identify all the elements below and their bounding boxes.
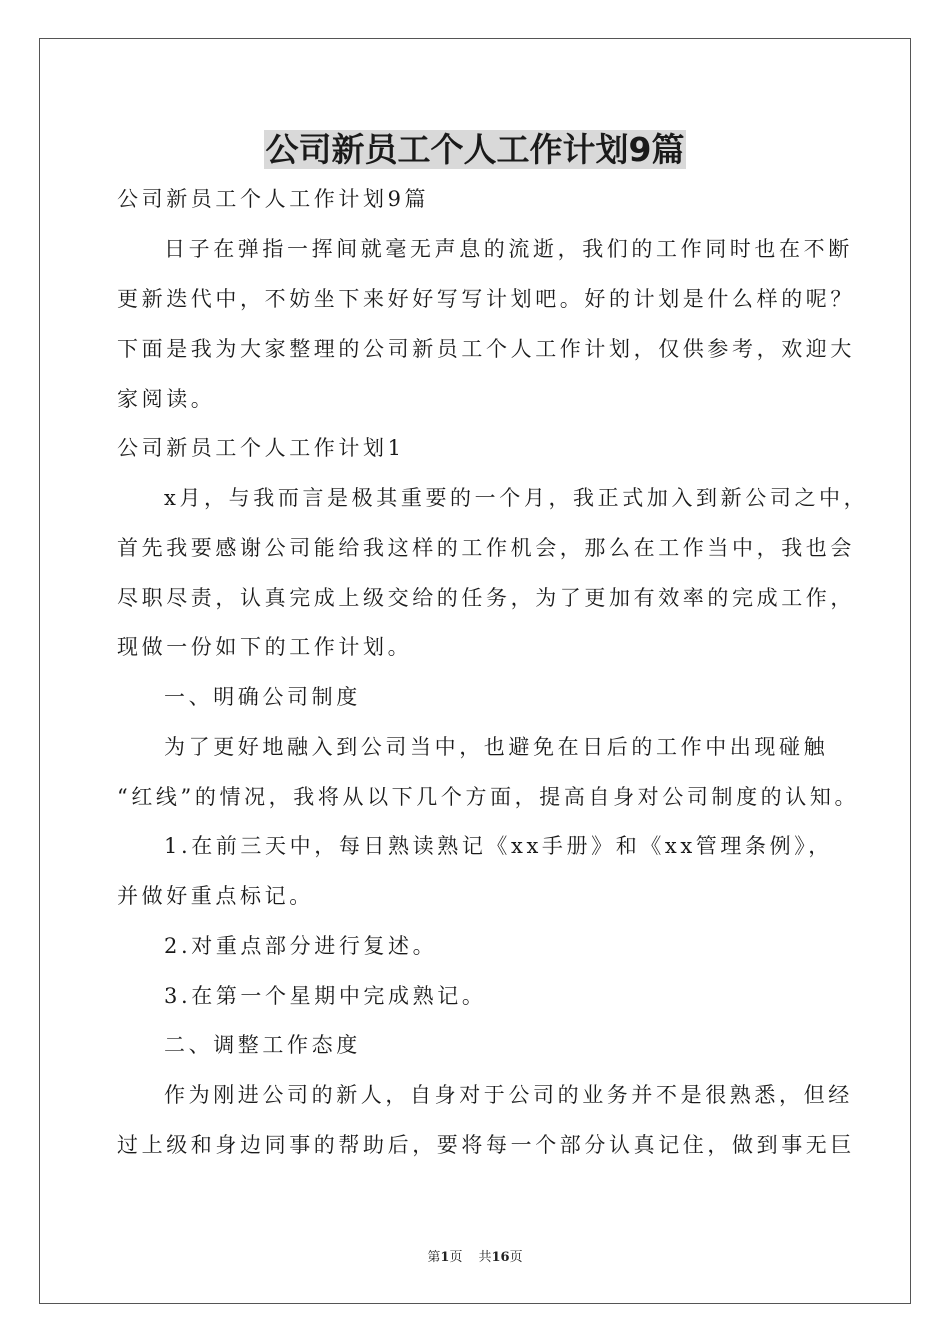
body-line: 并做好重点标记。 bbox=[117, 884, 314, 908]
footer-page-current: 1 bbox=[440, 1250, 450, 1265]
body-line: 日子在弹指一挥间就毫无声息的流逝，我们的工作同时也在不断 bbox=[164, 237, 853, 261]
body-line: 过上级和身边同事的帮助后，要将每一个部分认真记住，做到事无巨 bbox=[117, 1133, 855, 1157]
footer-total-pages: 16 bbox=[491, 1250, 510, 1265]
subsection-heading: 一、明确公司制度 bbox=[164, 685, 361, 709]
body-line: x月，与我而言是极其重要的一个月，我正式加入到新公司之中， bbox=[164, 486, 869, 510]
footer-total-prefix: 共 bbox=[478, 1250, 492, 1265]
body-line: 为了更好地融入到公司当中，也避免在日后的工作中出现碰触 bbox=[164, 735, 829, 759]
document-title bbox=[0, 126, 950, 174]
body-line: 尽职尽责，认真完成上级交给的任务，为了更加有效率的完成工作， bbox=[117, 586, 855, 610]
list-item: 2.对重点部分进行复述。 bbox=[164, 934, 438, 958]
list-item: 1.在前三天中，每日熟读熟记《xx手册》和《xx管理条例》， bbox=[164, 834, 833, 858]
body-line: 更新迭代中，不妨坐下来好好写写计划吧。好的计划是什么样的呢？ bbox=[117, 287, 855, 311]
body-line: “红线”的情况，我将从以下几个方面，提高自身对公司制度的认知。 bbox=[117, 785, 860, 809]
list-item: 3.在第一个星期中完成熟记。 bbox=[164, 984, 487, 1008]
body-line: 现做一份如下的工作计划。 bbox=[117, 635, 413, 659]
subtitle-line: 公司新员工个人工作计划9篇 bbox=[117, 187, 430, 211]
footer-page-prefix: 第 bbox=[427, 1250, 441, 1265]
footer-total-suffix: 页 bbox=[509, 1250, 523, 1265]
body-line: 下面是我为大家整理的公司新员工个人工作计划，仅供参考，欢迎大 bbox=[117, 337, 855, 361]
section-heading: 公司新员工个人工作计划1 bbox=[117, 436, 405, 460]
body-line: 首先我要感谢公司能给我这样的工作机会，那么在工作当中，我也会 bbox=[117, 536, 855, 560]
body-line: 作为刚进公司的新人，自身对于公司的业务并不是很熟悉，但经 bbox=[164, 1083, 853, 1107]
subsection-heading: 二、调整工作态度 bbox=[164, 1033, 361, 1057]
body-line: 家阅读。 bbox=[117, 387, 216, 411]
document-title-text: 公司新员工个人工作计划9篇 bbox=[265, 130, 685, 169]
page-border bbox=[39, 38, 911, 1304]
page-footer bbox=[0, 1249, 950, 1267]
footer-page-suffix: 页 bbox=[449, 1250, 463, 1265]
